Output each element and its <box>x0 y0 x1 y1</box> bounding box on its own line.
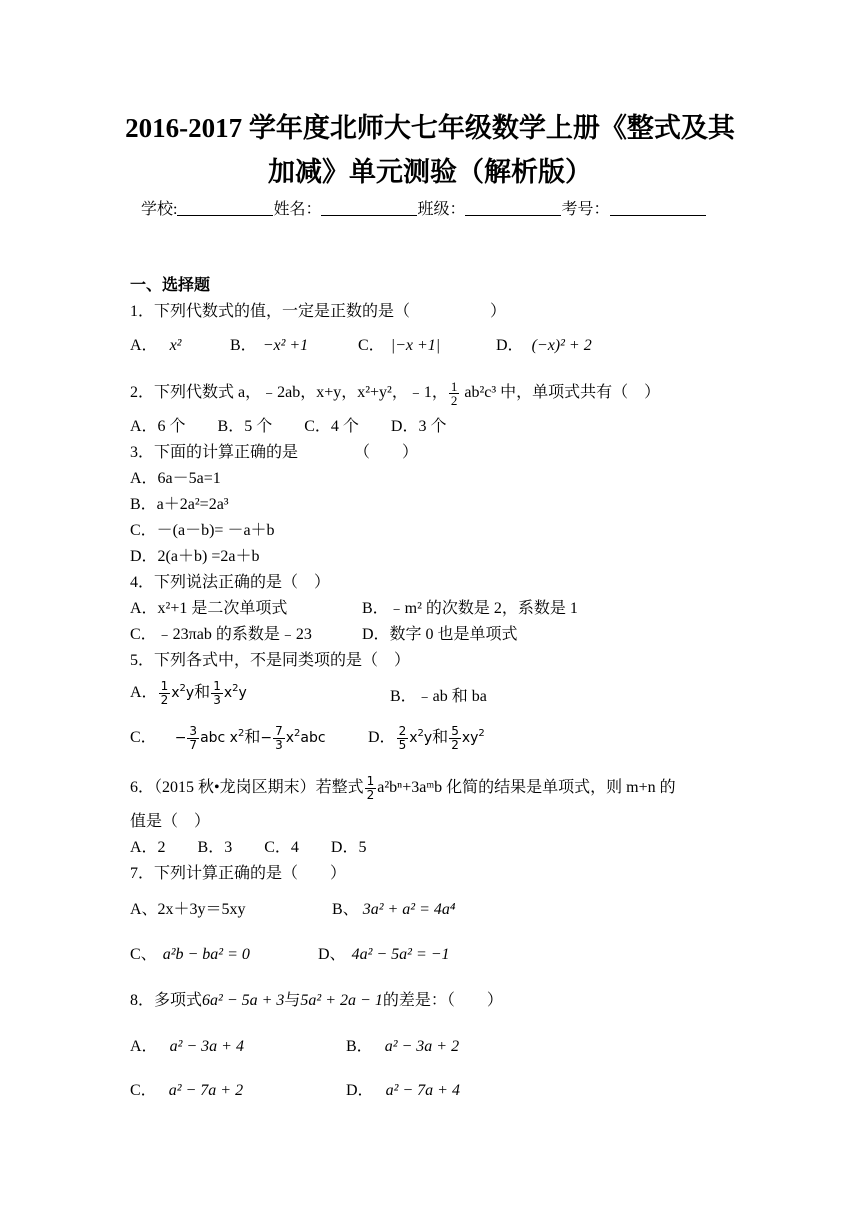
section-heading: 一、选择题 <box>130 277 211 294</box>
question-8-stem: 8．多项式6a² − 5a + 3与5a² + 2a − 1的差是：（ ） <box>130 992 503 1009</box>
question-6-stem-line-2: 值是（ ） <box>130 813 211 830</box>
question-6-options: A．2 B．3 C．4 D．5 <box>130 839 367 856</box>
question-7-option-b: B、 3a² + a² = 4a⁴ <box>332 901 456 918</box>
question-4-option-b: B．﹣m² 的次数是 2，系数是 1 <box>362 600 578 617</box>
exam-no-blank <box>610 199 706 216</box>
question-1-option-b: B． −x² +1 <box>230 337 309 354</box>
name-blank <box>321 199 417 216</box>
question-8-option-a: A． a² − 3a + 4 <box>130 1038 244 1055</box>
question-2-options: A．6 个 B．5 个 C．4 个 D．3 个 <box>130 418 447 435</box>
question-4-option-c: C．﹣23πab 的系数是﹣23 <box>130 626 312 643</box>
exam-no-label: 考号： <box>561 201 610 218</box>
question-3-stem: 3．下面的计算正确的是 （ ） <box>130 444 419 461</box>
school-label: 学校: <box>141 201 178 218</box>
question-1-option-c: C． |−x +1| <box>358 337 441 354</box>
question-8-option-d: D． a² − 7a + 4 <box>346 1082 460 1099</box>
fraction-one-half: $\frac{1}{2}$ <box>366 774 375 802</box>
question-4-stem: 4．下列说法正确的是（ ） <box>130 574 331 591</box>
question-3-option-d: D．2(a＋b) =2a＋b <box>130 548 260 565</box>
question-8-option-c: C． a² − 7a + 2 <box>130 1082 244 1099</box>
question-3-option-b: B．a＋2a²=2a³ <box>130 496 229 513</box>
question-1-option-a: A． x² <box>130 337 182 354</box>
question-7-option-c: C、 a²b − ba² = 0 <box>130 946 250 963</box>
question-5-option-c: C． − $\frac{3}{7}$ abc $x^2$和− $\frac{7}{3}$ $x^2abc$ <box>130 724 326 752</box>
page-title-line-1: 2016-2017 学年度北师大七年级数学上册《整式及其 <box>125 113 735 143</box>
question-7-option-d: D、 4a² − 5a² = −1 <box>318 946 450 963</box>
school-blank <box>177 199 273 216</box>
question-7-stem: 7．下列计算正确的是（ ） <box>130 865 347 882</box>
question-5-stem: 5．下列各式中，不是同类项的是（ ） <box>130 652 411 669</box>
question-4-option-a: A．x²+1 是二次单项式 <box>130 600 288 617</box>
question-2-stem: 2．下列代数式 a，﹣2ab，x+y，x²+y²，﹣1， $\frac{1}{2}$ ab²c³ 中，单项式共有（ ） <box>130 379 661 408</box>
question-5-option-b: B．﹣ab 和 ba <box>390 688 487 705</box>
name-label: 姓名： <box>273 201 322 218</box>
question-6-stem: 6．（2015 秋•龙岗区期末）若整式 $\frac{1}{2}$ a²bⁿ+3aᵐb 化简的结果是单项式，则 m+n 的 <box>130 774 676 802</box>
question-3-option-a: A．6a－5a=1 <box>130 470 221 487</box>
question-3-option-c: C．－(a－b)= －a＋b <box>130 522 275 539</box>
question-1-option-d: D． (−x)² + 2 <box>496 337 592 354</box>
class-blank <box>465 199 561 216</box>
question-1-stem: 1．下列代数式的值，一定是正数的是（ ） <box>130 303 507 320</box>
fraction-one-half: $\frac{1}{2}$ <box>450 379 458 408</box>
question-5-option-d: D． $\frac{2}{5}$ $x^2y$和 $\frac{5}{2}$ $xy^2$ <box>368 724 485 752</box>
student-info-row <box>141 199 706 221</box>
question-5-option-a: A． $\frac{1}{2}$ $x^2y$和 $\frac{1}{3}$ $x^2y$ <box>130 679 247 707</box>
class-label: 班级： <box>417 201 466 218</box>
question-7-option-a: A、2x＋3y＝5xy <box>130 901 246 918</box>
page-title-line-2: 加减》单元测验（解析版） <box>268 157 592 187</box>
question-4-option-d: D．数字 0 也是单项式 <box>362 626 518 643</box>
question-8-option-b: B． a² − 3a + 2 <box>346 1038 460 1055</box>
